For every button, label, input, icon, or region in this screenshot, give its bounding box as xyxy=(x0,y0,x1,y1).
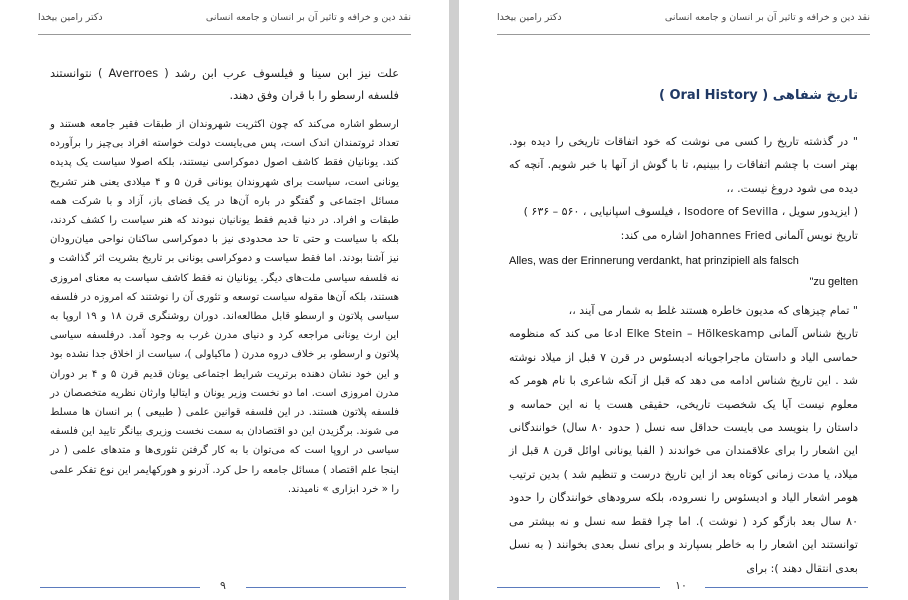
header-divider xyxy=(497,34,870,35)
footer-divider xyxy=(497,587,660,588)
section-heading: تاریخ شفاهی ( Oral History ) xyxy=(658,88,858,103)
footer-divider xyxy=(705,587,868,588)
german-quote xyxy=(509,251,858,293)
paragraph: علت نیز ابن سینا و فیلسوف عرب ابن رشد ( Averroes ) نتوانستند فلسفه ارسطو را با قران وفق دهند. xyxy=(50,66,399,102)
page-header xyxy=(497,12,870,30)
header-title: نقد دین و خرافه و تاثیر آن بر انسان و جامعه انسانی xyxy=(664,12,870,23)
page-body xyxy=(50,62,399,499)
footer-divider xyxy=(40,587,200,588)
page-body xyxy=(509,86,858,580)
paragraph: ارسطو اشاره می‌کند که چون اکثریت شهروندان از طبقات فقیر جامعه هستند و تعداد ثروتمندان اندک است، پس می‌بایست دولت خواسته افراد بی‌چیز را برآورده کند. یونانیان فقط کاشف اصول دموکراسی نیستند، بلکه اصولا سیاست یک پدیده یونانی است، سیاست برای شهروندان یونانی قرن ۵ و ۴ میلادی یعنی هنر تشریح مسائل اجتماعی و گفتگو در باره آن‌ها در یک فضای باز، آزاد و با شرکت همه طبقات و افراد. در دنیا قدیم فقط یونانیان نبودند که هنر سیاست را کشف کردند، بلکه با سیاست و حتی تا حد محدودی نیز با دموکراسی ساکنان نواحی میان‌رودان نیز آشنا بودند. اما فقط سیاست و دموکراسی یونانی بر تاریخ بشریت اثر گذاشت و نه فلسفه سیاسی ملت‌های دیگر. یونانیان نه فقط کاشف سیاست به معنای امروزی هستند، بلکه آن‌ها مقوله سیاست توسعه و تئوری آن را نوشتند که امروزه در فلسفه سیاسی پلاتون و ارسطو قابل مطالعه‌اند. دوران روشنگری قرن ۱۸ و ۱۹ اروپا به این ارث یونانی مراجعه کرد و دنیای مدرن غرب به وجود آمد. درفلسفه سیاسی پلاتون و ارسطو، بر خلاف دروه مدرن ( ماکیاولی )، سیاست از اخلاق جدا نشده بود و این خود نشان دهنده برتریت شرایط اجتماعی یونان قدیم قرن ۵ و ۴ بر دوران مدرن امروزی است. اما دو نخست وزیر یونان و ایتالیا وارثان نظریه متخصصان در فلسفه پلاتون هستند. در این فلسفه قوانین علمی ( طبیعی ) بر انسان ها مسلط می شوند. برگزیدن این دو اقتصادان به سمت نخست وزیری بیانگر تایید این فلسفه سیاسی در اروپا است که می‌توان با به کار گرفتن تئوری‌ها و متدهای علمی ( در اینجا علم اقتصاد ) مسائل جامعه را حل کرد. آدرنو و هورکهایمر این نوع تفکر علمی را « خرد ابزاری » نامیدند. xyxy=(50,119,399,495)
right-page xyxy=(459,0,908,600)
page-number: ۹ xyxy=(220,579,226,592)
header-divider xyxy=(38,34,411,35)
page-gutter xyxy=(449,0,459,600)
german-quote-line: Alles, was der Erinnerung verdankt, hat prinzipiell als falsch xyxy=(509,255,799,268)
header-title: نقد دین و خرافه و تاثیر آن بر انسان و جامعه انسانی xyxy=(205,12,411,23)
citation: ( ایزیدور سویل ، Isodore of Sevilla ، فیلسوف اسپانیایی ، ۵۶۰ – ۶۳۶ ) xyxy=(523,205,858,219)
paragraph: تاریخ نویس آلمانی Johannes Fried اشاره می کند: xyxy=(620,228,858,242)
page-header xyxy=(38,12,411,30)
left-page xyxy=(0,0,449,600)
translation: " تمام چیزهای که مدیون خاطره هستند غلط به شمار می آیند ،، xyxy=(568,304,858,318)
header-author: دکتر رامین بیخدا xyxy=(38,12,103,23)
paragraph: تاریخ شناس آلمانی Elke Stein – Hölkeskamp ادعا می کند که منظومه حماسی الیاد و داستان ماجراجویانه ادیسئوس در قرن ۷ قبل از میلاد نوشته شد . این تاریخ شناس ادامه می دهد که قبل از آنکه شاعری با نام هومر که معلوم نیست آیا یک شخصیت تاریخی، حقیقی هست یا نه این حماسه و داستان را بنویسد می بایست حداقل سه نسل ( حدود ۸۰ سال) خوانندگانی این اشعار را برای علاقمندان می خواندند ( الفبا یونانی اوائل قرن ۸ قبل از میلاد، یا مدت زمانی کوتاه بعد از این تاریخ درست و تنظیم شد ) بدین ترتیب هومر اشعار الیاد و ادیسئوس را نسروده، بلکه سرودهای خوانندگان را حدود ۸۰ سال بعد بازگو کرد ( نوشت ). اما چرا فقط سه نسل و نه بیشتر می توانستند این اشعار را به خاطر بسپارند و برای نسل بعدی بخوانند ( به نسل بعدی انتقال دهند ): برای xyxy=(509,327,859,575)
header-author: دکتر رامین بیخدا xyxy=(497,12,562,23)
page-number: ۱۰ xyxy=(675,579,687,592)
footer-divider xyxy=(246,587,406,588)
german-quote-line: "zu gelten xyxy=(809,276,858,289)
quote: " در گذشته تاریخ را کسی می نوشت که خود اتفاقات تاریخی را دیده بود. بهتر است با چشم اتفاقات را ببینیم، تا با گوش از آنها با خبر شویم. آنچه که دیده می شود دروغ نیست. ،، xyxy=(509,135,858,195)
